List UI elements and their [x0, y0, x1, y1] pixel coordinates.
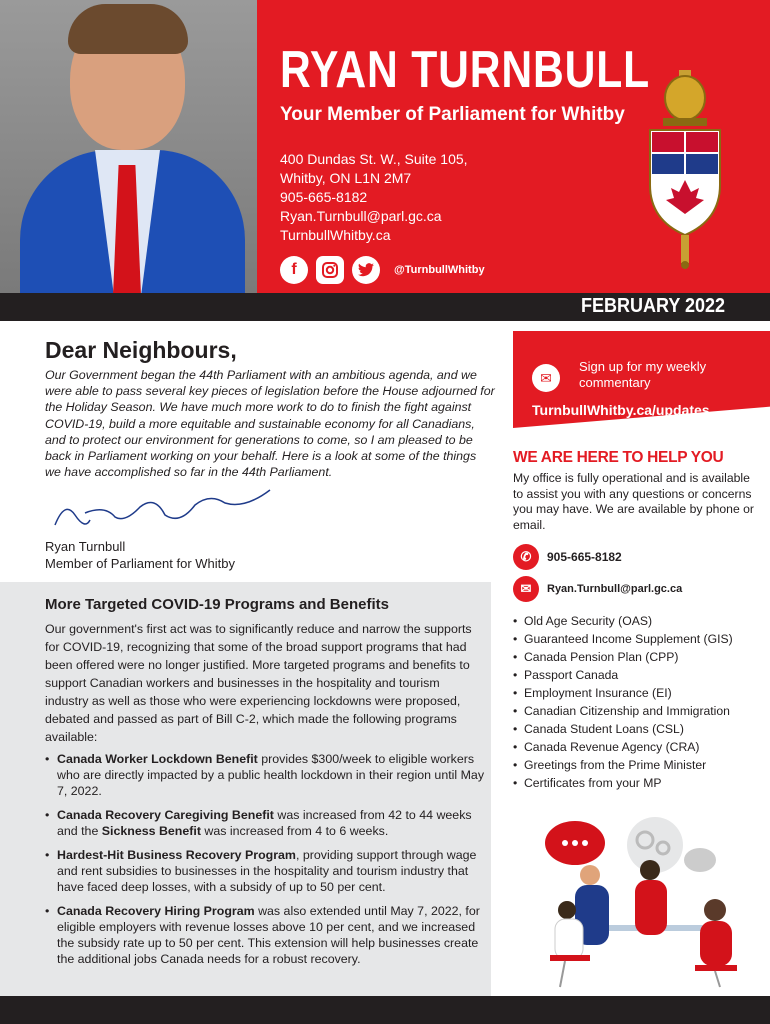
mp-name: RYAN TURNBULL: [280, 41, 650, 99]
mp-subtitle: Your Member of Parliament for Whitby: [280, 104, 625, 125]
footer-bar: [0, 996, 770, 1024]
list-item: • Canada Revenue Agency (CRA): [513, 738, 763, 756]
help-phone[interactable]: 905-665-8182: [547, 550, 622, 564]
list-item: • Passport Canada: [513, 666, 763, 684]
signer-block: [45, 538, 235, 572]
signup-text: Sign up for my weekly commentary: [579, 359, 707, 390]
benefit-description: was increased from 4 to 6 weeks.: [200, 824, 389, 838]
people-meeting-illustration-icon: [545, 815, 745, 990]
office-phone[interactable]: 905-665-8182: [280, 189, 368, 205]
list-item: [45, 903, 490, 967]
signer-title: Member of Parliament for Whitby: [45, 556, 236, 571]
facebook-icon[interactable]: f: [280, 256, 308, 284]
benefit-name: Hardest-Hit Business Recovery Program: [57, 848, 296, 862]
parliament-crest-icon: [645, 70, 725, 270]
list-item: • Old Age Security (OAS): [513, 612, 763, 630]
help-email[interactable]: Ryan.Turnbull@parl.gc.ca: [547, 583, 683, 595]
list-item: [45, 751, 490, 799]
letter-greeting: Dear Neighbours,: [45, 337, 237, 363]
address-line-2: Whitby, ON L1N 2M7: [280, 170, 412, 186]
benefit-description: provides $300/week to eligible workers who are directly impacted by a public health lockdown in their region until May 7, 2022.: [57, 752, 485, 798]
benefit-name: Canada Recovery Hiring Program: [57, 904, 255, 918]
help-email-row[interactable]: [513, 576, 682, 602]
benefit-name: Canada Recovery Caregiving Benefit: [57, 808, 274, 822]
list-item: • Canadian Citizenship and Immigration: [513, 702, 763, 720]
list-item: • Employment Insurance (EI): [513, 684, 763, 702]
signup-link[interactable]: TurnbullWhitby.ca/updates: [532, 402, 710, 418]
benefit-description: was also extended until May 7, 2022, for eligible employers with revenue losses above 10 per cent, and we increased the subsidy rate up to 50 per cent. This extension will help businesses create the additional jobs Canada needs for a robust recovery.: [57, 904, 480, 966]
twitter-icon[interactable]: [352, 256, 380, 284]
list-item: • Guaranteed Income Supplement (GIS): [513, 630, 763, 648]
office-website[interactable]: TurnbullWhitby.ca: [280, 227, 391, 243]
social-handle[interactable]: @TurnbullWhitby: [394, 264, 485, 276]
benefit-description: , providing support through wage and rent subsidies to businesses in the hospitality and tourism industry that have faced deep losses, with a subsidy of up to 50 per cent.: [57, 848, 477, 894]
social-links: [280, 256, 485, 284]
envelope-icon: ✉: [532, 364, 560, 392]
benefit-name: Sickness Benefit: [101, 824, 201, 838]
envelope-icon: ✉: [513, 576, 539, 602]
benefit-description: was increased from 42 to 44 weeks and the: [57, 808, 472, 838]
covid-benefits-list: [45, 751, 490, 975]
portrait-hair: [68, 4, 188, 54]
phone-icon: ✆: [513, 544, 539, 570]
address-line-1: 400 Dundas St. W., Suite 105,: [280, 151, 468, 167]
help-title: WE ARE HERE TO HELP YOU: [513, 449, 724, 466]
list-item: [45, 807, 490, 839]
instagram-icon[interactable]: [316, 256, 344, 284]
office-email[interactable]: Ryan.Turnbull@parl.gc.ca: [280, 208, 442, 224]
covid-section-body: Our government's first act was to significantly reduce and narrow the supports for COVID-19, recognizing that some of the broad support programs that had been offered were no longer justified. More targeted programs and benefits to support Canadian workers and businesses in the hospitality and tourism industry as well as those who were experiencing lockdowns were proposed, debated and passed as part of Bill C-2, which made the following programs available:: [45, 622, 472, 744]
list-item: • Canada Student Loans (CSL): [513, 720, 763, 738]
letter-intro: Our Government began the 44th Parliament with an ambitious agenda, and we were able to pass several key pieces of legislation before the House adjourned for the Holiday Season. We have much more work to do to finish the fight against COVID-19, build a more equitable and sustainable economy for all Canadians, and to protect our environment for generations to come, so I am pleased to be back in Parliament working on your behalf. Here is a look at some of the things we have accomplished so far in the 44th Parliament.: [45, 368, 495, 480]
list-item: • Canada Pension Plan (CPP): [513, 648, 763, 666]
list-item: • Certificates from your MP: [513, 774, 763, 792]
list-item: [45, 847, 490, 895]
date-bar: [0, 293, 770, 321]
benefit-name: Canada Worker Lockdown Benefit: [57, 752, 258, 766]
mp-portrait-photo: [0, 0, 257, 293]
signature-icon: [45, 485, 275, 535]
help-phone-row[interactable]: [513, 544, 622, 570]
services-list: [513, 612, 763, 792]
newsletter-date: FEBRUARY 2022: [580, 295, 725, 317]
help-body: My office is fully operational and is available to assist you with any questions or concerns you may have. We are available by phone or email.: [513, 471, 754, 532]
signer-name: Ryan Turnbull: [45, 539, 126, 554]
covid-section-title: More Targeted COVID-19 Programs and Benefits: [45, 596, 389, 613]
office-contact-block: [280, 150, 468, 245]
list-item: • Greetings from the Prime Minister: [513, 756, 763, 774]
